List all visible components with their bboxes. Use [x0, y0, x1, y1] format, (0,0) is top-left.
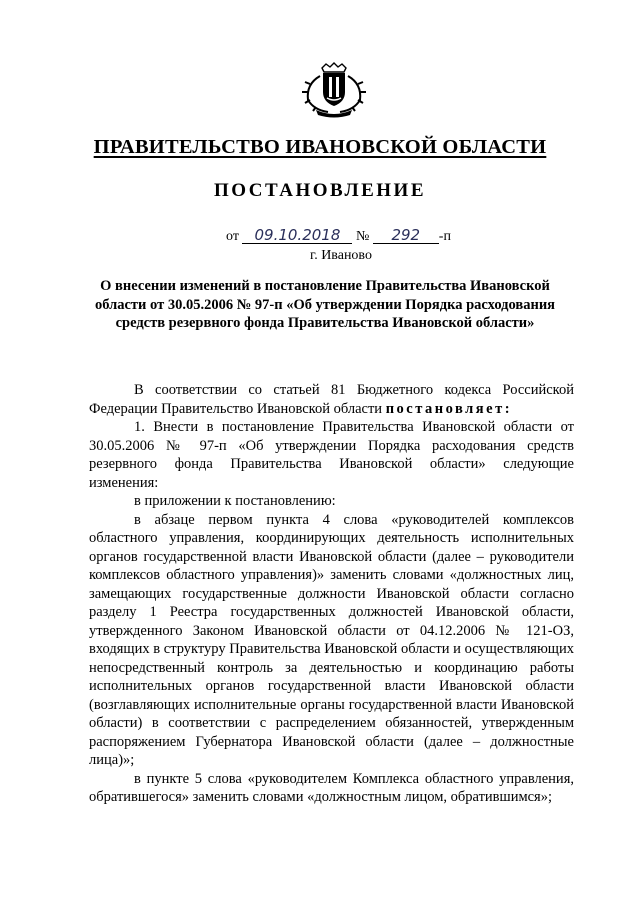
paragraph-clause-4: в абзаце первом пункта 4 слова «руководителей комплексов областного управления, координирующих деятельность исполнительных органов государственной власти Ивановской области (далее – руководители комплексов областного управления)» заменить словами «должностных лиц, замещающих государственные должности Ивановской области согласно разделу 1 Реестра государственных должностей Ивановской области, утвержденного Законом Ивановской области от 04.12.2006 № 121-ОЗ, входящих в структуру Правительства Ивановской области и осуществляющих непосредственный контроль за деятельностью и координацию работы исполнительных органов государственной власти Ивановской области (возглавляющих исполнительные органы государственной власти Ивановской области) в соответствии с распределением обязанностей, утвержденным распоряжением Губернатора Ивановской области (далее – должностные лица)»; [89, 511, 574, 768]
document-body [89, 381, 574, 807]
preamble-text: В соответствии со статьей 81 Бюджетного кодекса Российской Федерации Правительство Ивановской области [89, 382, 574, 417]
decree-word: постановляет: [385, 400, 513, 417]
handwritten-number: 292 [373, 228, 439, 244]
paragraph-appendix: в приложении к постановлению: [134, 493, 336, 509]
coat-of-arms-emblem [298, 62, 370, 118]
document-subject: О внесении изменений в постановление Правительства Ивановской области от 30.05.2006 № 97-п «Об утверждении Порядка расходования средств резервного фонда Правительства Ивановской области» [94, 278, 556, 331]
handwritten-date: 09.10.2018 [242, 228, 352, 244]
city-line: г. Иваново [310, 248, 372, 263]
number-sign: № [355, 229, 370, 244]
paragraph-clause-5: в пункте 5 слова «руководителем Комплекса областного управления, обратившегося» заменить словами «должностным лицом, обратившимся»; [89, 770, 574, 805]
number-suffix: -п [438, 229, 451, 244]
document-type-title: ПОСТАНОВЛЕНИЕ [213, 180, 427, 201]
paragraph-item-1: 1. Внести в постановление Правительства Ивановской области от 30.05.2006 № 97-п «Об утверждении Порядка расходования средств резервного фонда Правительства Ивановской области» следующие изменения: [89, 419, 574, 491]
organization-title: ПРАВИТЕЛЬСТВО ИВАНОВСКОЙ ОБЛАСТИ [93, 136, 547, 158]
date-number-line [226, 228, 451, 245]
paragraph-preamble [89, 381, 574, 418]
date-prefix: от [226, 229, 239, 244]
